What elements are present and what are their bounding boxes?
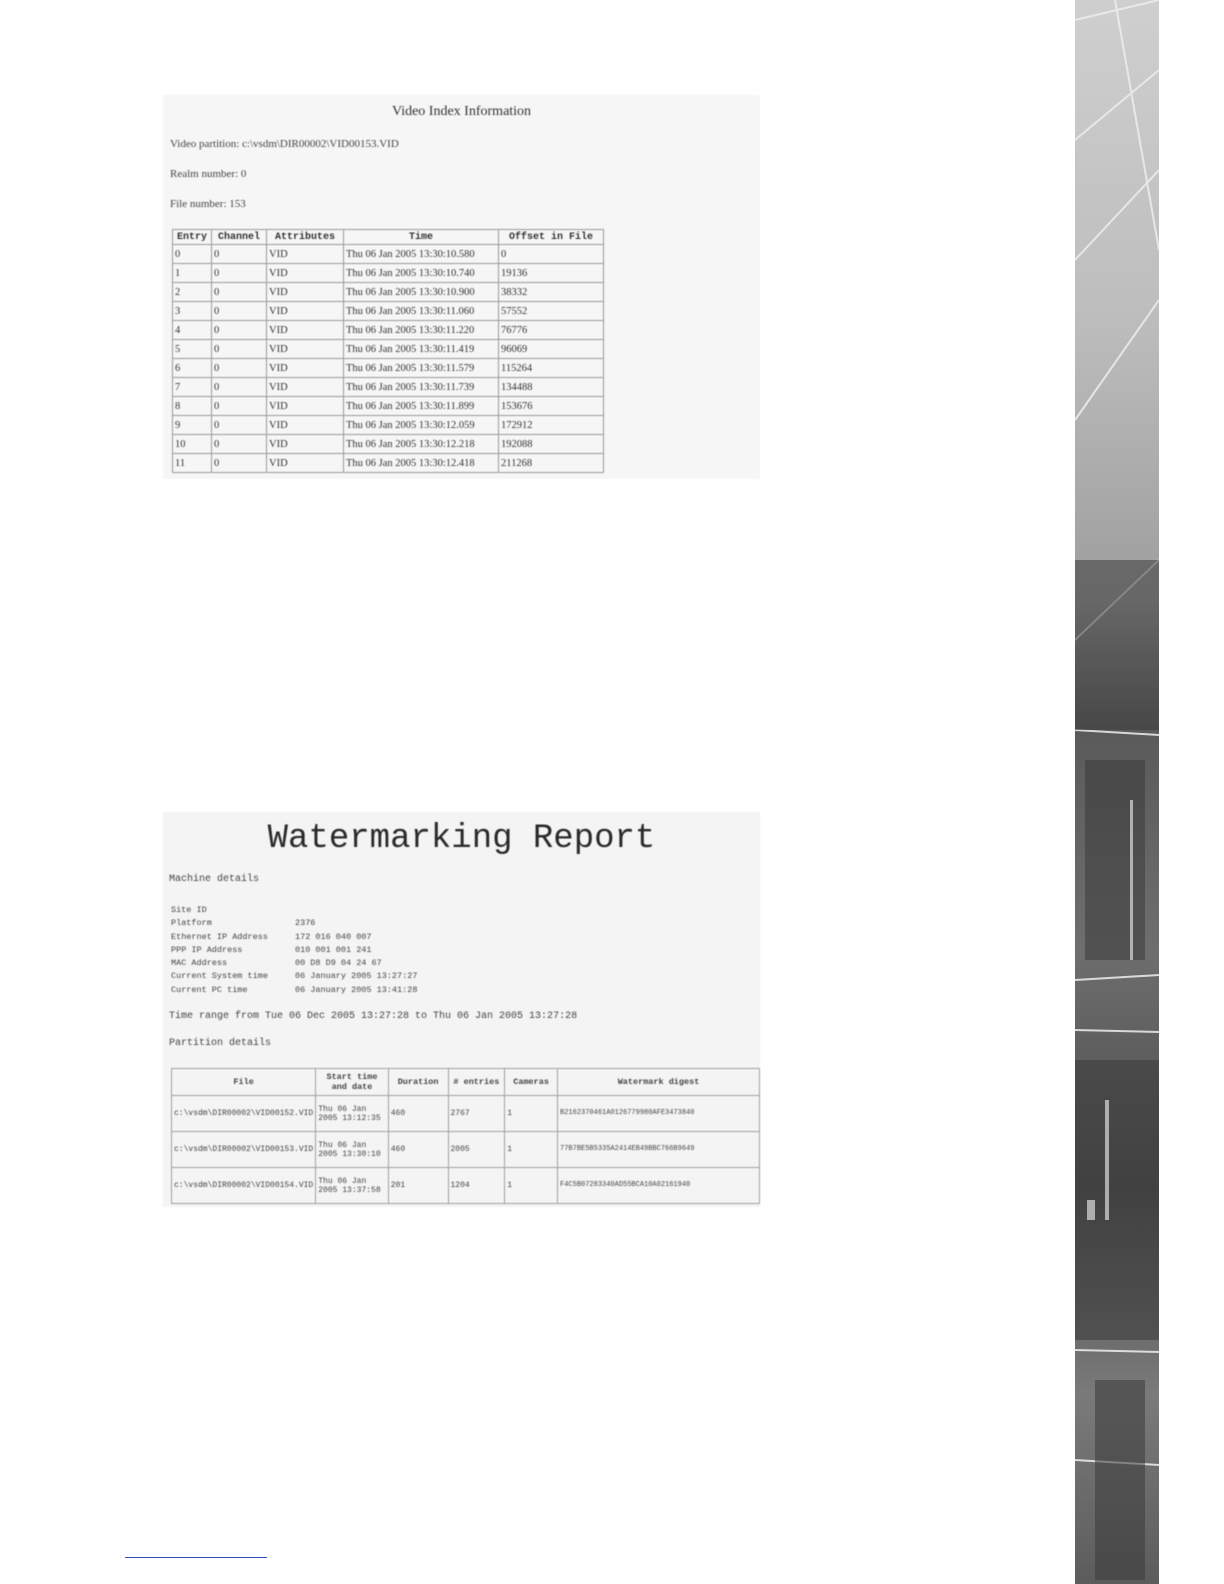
table-cell: 1 bbox=[505, 1132, 558, 1168]
file-number-line: File number: 153 bbox=[170, 198, 246, 210]
table-cell: 3 bbox=[173, 302, 212, 321]
table-cell: 9 bbox=[173, 416, 212, 435]
report-title: Watermarking Report bbox=[267, 820, 656, 858]
table-row bbox=[172, 1168, 760, 1204]
table-cell: VID bbox=[267, 397, 344, 416]
column-header: File bbox=[172, 1069, 316, 1096]
machine-details-list bbox=[171, 904, 417, 997]
table-cell: 1 bbox=[505, 1096, 558, 1132]
table-cell: Thu 06 Jan 2005 13:30:11.220 bbox=[344, 321, 499, 340]
machine-details-label: Machine details bbox=[169, 874, 260, 885]
table-cell: 7 bbox=[173, 378, 212, 397]
realm-number-line: Realm number: 0 bbox=[170, 168, 247, 180]
table-row bbox=[173, 264, 604, 283]
table-cell: Thu 06 Jan 2005 13:30:11.579 bbox=[344, 359, 499, 378]
table-cell: c:\vsdm\DIR00002\VID00153.VID bbox=[172, 1132, 316, 1168]
table-row bbox=[173, 397, 604, 416]
table-cell: 0 bbox=[499, 245, 604, 264]
detail-value: 010 001 001 241 bbox=[295, 944, 372, 955]
table-cell: VID bbox=[267, 359, 344, 378]
detail-row bbox=[171, 970, 417, 983]
column-header: Cameras bbox=[505, 1069, 558, 1096]
table-cell: VID bbox=[267, 283, 344, 302]
table-cell: 0 bbox=[212, 378, 267, 397]
table-cell: 76776 bbox=[499, 321, 604, 340]
video-index-screenshot bbox=[163, 95, 760, 479]
table-cell: VID bbox=[267, 378, 344, 397]
table-row bbox=[173, 245, 604, 264]
table-cell: 57552 bbox=[499, 302, 604, 321]
table-row bbox=[173, 321, 604, 340]
table-cell: Thu 06 Jan 2005 13:30:12.218 bbox=[344, 435, 499, 454]
time-range-line: Time range from Tue 06 Dec 2005 13:27:28 to Thu 06 Jan 2005 13:27:28 bbox=[169, 1011, 578, 1022]
table-cell: Thu 06 Jan 2005 13:30:10 bbox=[316, 1132, 389, 1168]
detail-key: Site ID bbox=[171, 905, 207, 915]
table-cell: 172912 bbox=[499, 416, 604, 435]
table-row bbox=[173, 416, 604, 435]
table-cell: c:\vsdm\DIR00002\VID00152.VID bbox=[172, 1096, 316, 1132]
table-cell: 1204 bbox=[448, 1168, 505, 1204]
column-header: Entry bbox=[173, 230, 212, 245]
column-header: Duration bbox=[388, 1069, 448, 1096]
table-row bbox=[172, 1132, 760, 1168]
table-cell: 460 bbox=[388, 1096, 448, 1132]
column-header: # entries bbox=[448, 1069, 505, 1096]
footnote-rule bbox=[125, 1557, 267, 1558]
table-cell: 0 bbox=[212, 321, 267, 340]
table-cell: Thu 06 Jan 2005 13:30:10.580 bbox=[344, 245, 499, 264]
partition-table bbox=[171, 1068, 760, 1204]
table-cell: 0 bbox=[212, 416, 267, 435]
table-row bbox=[173, 283, 604, 302]
table-cell: 115264 bbox=[499, 359, 604, 378]
detail-row bbox=[171, 984, 417, 997]
photo-strip-lines bbox=[1075, 0, 1159, 1584]
table-cell: Thu 06 Jan 2005 13:30:11.419 bbox=[344, 340, 499, 359]
table-cell: 460 bbox=[388, 1132, 448, 1168]
detail-key: Current PC time bbox=[171, 984, 248, 995]
table-cell: VID bbox=[267, 454, 344, 473]
table-cell: 0 bbox=[212, 245, 267, 264]
table-cell: 1 bbox=[173, 264, 212, 283]
table-cell: 0 bbox=[212, 340, 267, 359]
table-header-row bbox=[172, 1069, 760, 1096]
column-header: Channel bbox=[212, 230, 267, 245]
detail-row bbox=[171, 904, 417, 917]
table-cell: 2005 bbox=[448, 1132, 505, 1168]
video-index-table bbox=[172, 229, 604, 473]
table-cell: 77B7BE5B5335A2414EB49BBC766B9649 bbox=[558, 1132, 760, 1168]
table-cell: 96069 bbox=[499, 340, 604, 359]
column-header: Start time and date bbox=[316, 1069, 389, 1096]
table-row bbox=[173, 454, 604, 473]
table-cell: VID bbox=[267, 416, 344, 435]
table-cell: Thu 06 Jan 2005 13:30:12.059 bbox=[344, 416, 499, 435]
table-cell: F4C5B07283340AD55BCA10A02161940 bbox=[558, 1168, 760, 1204]
table-cell: Thu 06 Jan 2005 13:12:35 bbox=[316, 1096, 389, 1132]
column-header: Watermark digest bbox=[558, 1069, 760, 1096]
partition-details-label: Partition details bbox=[169, 1038, 272, 1049]
table-cell: 10 bbox=[173, 435, 212, 454]
detail-value: 172 016 040 007 bbox=[295, 931, 372, 942]
table-cell: 11 bbox=[173, 454, 212, 473]
column-header: Offset in File bbox=[499, 230, 604, 245]
column-header: Time bbox=[344, 230, 499, 245]
table-cell: c:\vsdm\DIR00002\VID00154.VID bbox=[172, 1168, 316, 1204]
table-cell: 4 bbox=[173, 321, 212, 340]
table-cell: 19136 bbox=[499, 264, 604, 283]
architecture-photo-strip bbox=[1075, 0, 1159, 1584]
table-cell: 134488 bbox=[499, 378, 604, 397]
table-row bbox=[173, 302, 604, 321]
table-cell: Thu 06 Jan 2005 13:30:12.418 bbox=[344, 454, 499, 473]
detail-value: 2376 bbox=[295, 918, 316, 929]
table-cell: VID bbox=[267, 340, 344, 359]
table-cell: 2767 bbox=[448, 1096, 505, 1132]
table-cell: Thu 06 Jan 2005 13:30:11.060 bbox=[344, 302, 499, 321]
table-cell: VID bbox=[267, 302, 344, 321]
detail-key: Ethernet IP Address bbox=[171, 931, 268, 942]
detail-row bbox=[171, 917, 417, 930]
table-cell: 0 bbox=[173, 245, 212, 264]
table-cell: 0 bbox=[212, 264, 267, 283]
table-cell: 5 bbox=[173, 340, 212, 359]
column-header: Attributes bbox=[267, 230, 344, 245]
table-row bbox=[173, 340, 604, 359]
table-cell: 1 bbox=[505, 1168, 558, 1204]
table-cell: 6 bbox=[173, 359, 212, 378]
detail-value: 06 January 2005 13:41:28 bbox=[295, 984, 418, 995]
table-cell: 38332 bbox=[499, 283, 604, 302]
watermarking-report-screenshot bbox=[163, 812, 760, 1207]
table-cell: 0 bbox=[212, 302, 267, 321]
table-cell: 201 bbox=[388, 1168, 448, 1204]
detail-value: 06 January 2005 13:27:27 bbox=[295, 971, 418, 982]
detail-key: PPP IP Address bbox=[171, 944, 243, 955]
table-cell: Thu 06 Jan 2005 13:30:11.899 bbox=[344, 397, 499, 416]
table-cell: 2 bbox=[173, 283, 212, 302]
detail-row bbox=[171, 957, 417, 970]
detail-row bbox=[171, 931, 417, 944]
table-cell: VID bbox=[267, 435, 344, 454]
table-row bbox=[173, 435, 604, 454]
detail-key: MAC Address bbox=[171, 958, 228, 969]
table-cell: 0 bbox=[212, 435, 267, 454]
video-index-title: Video Index Information bbox=[391, 104, 532, 119]
table-cell: B2162370461A0126779980AFE3473840 bbox=[558, 1096, 760, 1132]
table-cell: 0 bbox=[212, 283, 267, 302]
table-cell: Thu 06 Jan 2005 13:30:10.740 bbox=[344, 264, 499, 283]
table-cell: VID bbox=[267, 245, 344, 264]
table-row bbox=[173, 359, 604, 378]
table-cell: 0 bbox=[212, 359, 267, 378]
detail-value: 00 D8 D9 04 24 67 bbox=[295, 958, 382, 969]
table-header-row bbox=[173, 230, 604, 245]
table-cell: 0 bbox=[212, 397, 267, 416]
table-cell: 0 bbox=[212, 454, 267, 473]
table-cell: Thu 06 Jan 2005 13:37:58 bbox=[316, 1168, 389, 1204]
video-partition-line: Video partition: c:\vsdm\DIR00002\VID00153.VID bbox=[170, 138, 399, 150]
table-cell: VID bbox=[267, 264, 344, 283]
table-cell: Thu 06 Jan 2005 13:30:10.900 bbox=[344, 283, 499, 302]
table-cell: Thu 06 Jan 2005 13:30:11.739 bbox=[344, 378, 499, 397]
table-row bbox=[172, 1096, 760, 1132]
table-cell: 8 bbox=[173, 397, 212, 416]
detail-key: Current System time bbox=[171, 971, 268, 982]
table-cell: VID bbox=[267, 321, 344, 340]
table-row bbox=[173, 378, 604, 397]
detail-row bbox=[171, 944, 417, 957]
table-cell: 153676 bbox=[499, 397, 604, 416]
table-cell: 192088 bbox=[499, 435, 604, 454]
detail-key: Platform bbox=[171, 918, 212, 929]
table-cell: 211268 bbox=[499, 454, 604, 473]
